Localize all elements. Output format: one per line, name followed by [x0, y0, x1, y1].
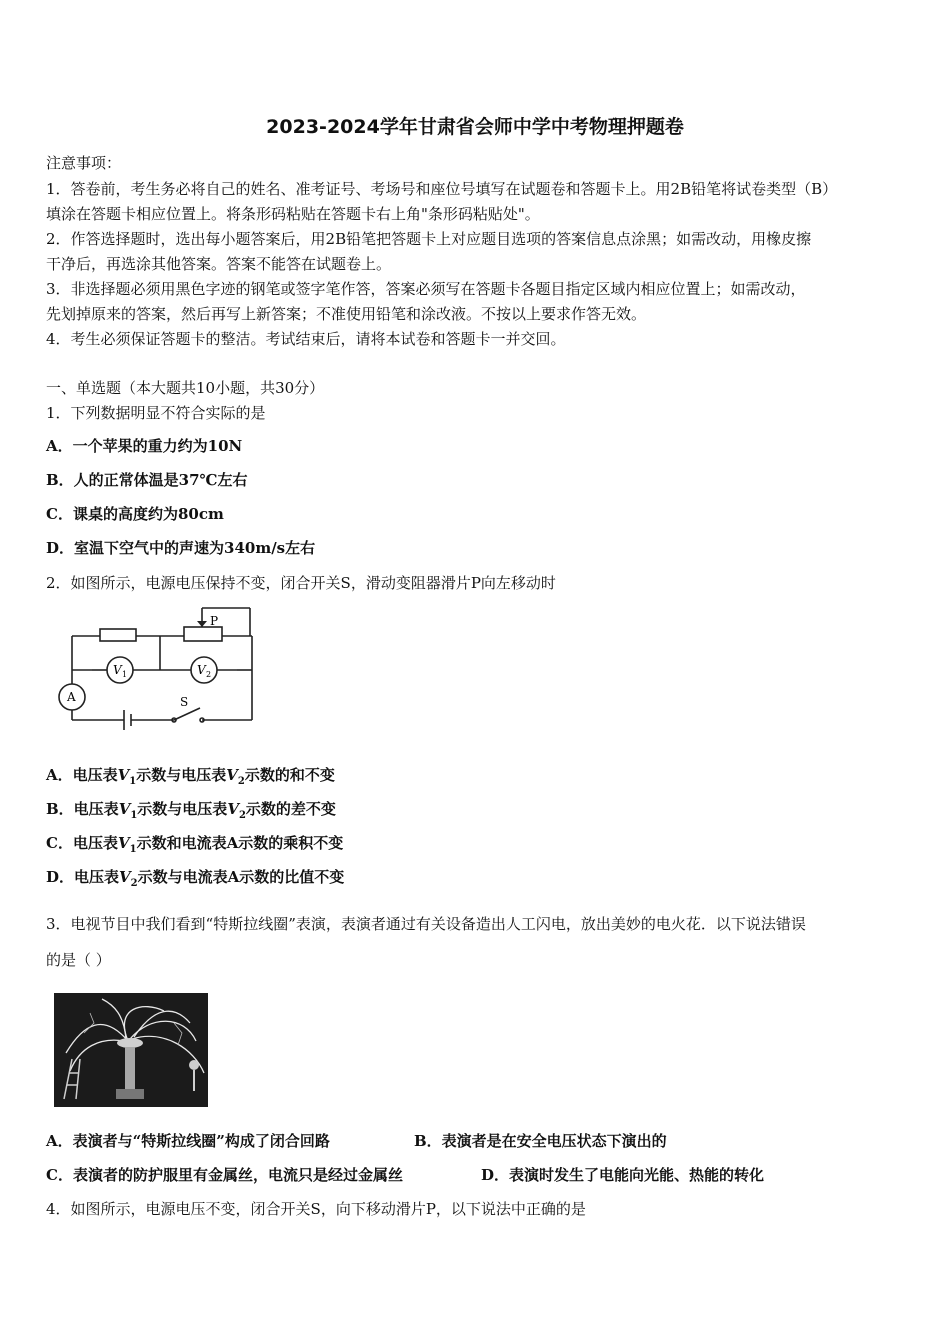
q2-option-b: B．电压表$V_1$示数与电压表$V_2$示数的差不变: [46, 800, 336, 821]
page-title: 2023-2024学年甘肃省会师中学中考物理押题卷: [266, 116, 684, 138]
slider-arrow-icon: [197, 621, 207, 627]
q1-option-c: C．课桌的高度约为80cm: [46, 505, 224, 523]
q3-option-a: A．表演者与“特斯拉线圈”构成了闭合回路: [46, 1132, 330, 1150]
circuit-diagram: [52, 604, 262, 732]
tesla-coil-photo: [54, 993, 208, 1107]
v1-sub: 1: [122, 670, 128, 679]
v1-label: V: [113, 663, 122, 677]
q3-option-d: D．表演时发生了电能向光能、热能的转化: [481, 1166, 765, 1184]
slider-label: P: [210, 614, 219, 628]
q2-option-d: D．电压表$V_2$示数与电流表A示数的比值不变: [46, 868, 345, 889]
notice-line: 1．答卷前，考生务必将自己的姓名、准考证号、考场号和座位号填写在试题卷和答题卡上。用2B铅笔将试卷类型（B）: [46, 180, 838, 198]
question-1-stem: 1．下列数据明显不符合实际的是: [46, 404, 266, 422]
q3-option-c: C．表演者的防护服里有金属丝，电流只是经过金属丝: [46, 1166, 403, 1184]
switch-label: S: [180, 695, 189, 709]
q1-option-a: A．一个苹果的重力约为10N: [46, 437, 243, 455]
q2-option-c: C．电压表$V_1$示数和电流表A示数的乘积不变: [46, 834, 344, 855]
notice-line: 填涂在答题卡相应位置上。将条形码粘贴在答题卡右上角"条形码粘贴处"。: [46, 205, 540, 223]
notice-line: 2．作答选择题时，选出每小题答案后，用2B铅笔把答题卡上对应题目选项的答案信息点涂黑；如需改动，用橡皮擦: [46, 230, 812, 248]
q1-option-b: B．人的正常体温是37℃左右: [46, 471, 248, 489]
question-2-stem: 2．如图所示，电源电压保持不变，闭合开关S，滑动变阻器滑片P向左移动时: [46, 574, 556, 592]
q2-option-a: A．电压表$V_1$示数与电压表$V_2$示数的和不变: [46, 766, 335, 787]
notice-line: 3．非选择题必须用黑色字迹的钢笔或签字笔作答，答案必须写在答题卡各题目指定区域内相应位置上；如需改动，: [46, 280, 806, 298]
question-3-stem: 3．电视节目中我们看到“特斯拉线圈”表演，表演者通过有关设备造出人工闪电，放出美妙的电火花．以下说法错误: [46, 915, 806, 933]
q1-option-d: D．室温下空气中的声速为340m/s左右: [46, 539, 316, 557]
notice-line: 先划掉原来的答案，然后再写上新答案；不准使用铅笔和涂改液。不按以上要求作答无效。: [46, 305, 647, 323]
v2-label: V: [197, 663, 206, 677]
notice-heading: 注意事项：: [46, 154, 122, 172]
section-heading: 一、单选题（本大题共10小题，共30分）: [46, 379, 325, 397]
ammeter-label: A: [67, 690, 76, 704]
question-3-stem-cont: 的是（ ）: [46, 951, 111, 969]
notice-line: 干净后，再选涂其他答案。答案不能答在试题卷上。: [46, 255, 392, 273]
q3-option-b: B．表演者是在安全电压状态下演出的: [414, 1132, 667, 1150]
v2-sub: 2: [206, 670, 212, 679]
question-4-stem: 4．如图所示，电源电压不变，闭合开关S，向下移动滑片P，以下说法中正确的是: [46, 1200, 586, 1218]
notice-line: 4．考生必须保证答题卡的整洁。考试结束后，请将本试卷和答题卡一并交回。: [46, 330, 566, 348]
